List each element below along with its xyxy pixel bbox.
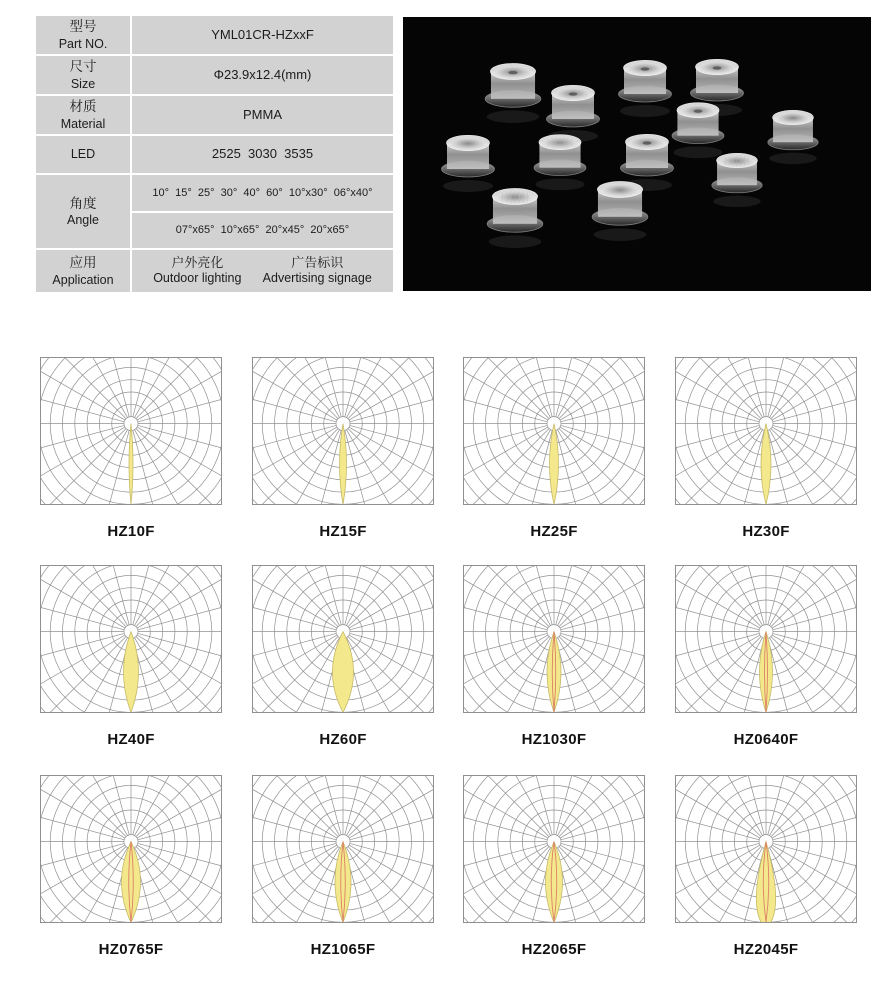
diagram-label-HZ30F: HZ30F: [742, 523, 790, 540]
polar-diagram-HZ60F: [252, 565, 434, 748]
row-value: [132, 96, 393, 134]
part-no-value: YML01CR-HZxxF: [211, 26, 314, 42]
label-zh: 应用: [69, 255, 97, 271]
beam-lobe: [124, 632, 139, 713]
angle-line-1: 10° 15° 25° 30° 40° 60° 10°x30° 06°x40°: [132, 175, 393, 211]
polar-diagram-HZ25F: [463, 357, 645, 540]
table-row-application: [36, 250, 393, 292]
beam-lobe: [760, 632, 773, 713]
diagram-label-HZ1030F: HZ1030F: [521, 731, 587, 748]
row-label: [36, 96, 130, 134]
led-lens: [672, 103, 724, 158]
application-en: Outdoor lighting: [153, 271, 242, 286]
beam-distribution-chart: [675, 565, 857, 713]
application-zh: 户外亮化: [171, 255, 224, 271]
row-label: [36, 56, 130, 94]
application-signage: [263, 255, 372, 287]
polar-diagram-HZ30F: [675, 357, 857, 540]
diagram-label-HZ60F: HZ60F: [319, 731, 367, 748]
led-value: 2525 3030 3535: [211, 146, 314, 162]
polar-diagram-HZ40F: [40, 565, 222, 748]
polar-diagram-HZ0640F: [675, 565, 857, 748]
polar-diagram-HZ2045F: [675, 775, 857, 958]
led-lens: [619, 60, 672, 117]
table-row-material: [36, 96, 393, 134]
beam-lobe: [546, 842, 563, 923]
row-label: [36, 16, 130, 54]
beam-distribution-chart: [252, 357, 434, 505]
label-en: Part NO.: [58, 36, 108, 51]
row-value: [132, 56, 393, 94]
polar-diagram-HZ1065F: [252, 775, 434, 958]
led-lens: [712, 153, 762, 207]
label-zh: 材质: [69, 99, 97, 115]
polar-diagram-HZ0765F: [40, 775, 222, 958]
label-zh: 型号: [69, 19, 97, 35]
led-lens: [487, 189, 543, 248]
angle-line-2: 07°x65° 10°x65° 20°x45° 20°x65°: [132, 213, 393, 249]
table-row-part-no: [36, 16, 393, 54]
material-value: PMMA: [243, 106, 282, 122]
beam-distribution-chart: [40, 775, 222, 923]
diagram-label-HZ25F: HZ25F: [530, 523, 578, 540]
label-en: Size: [70, 76, 96, 91]
beam-lobe: [335, 842, 351, 923]
size-value: Φ23.9x12.4(mm): [213, 66, 312, 82]
beam-lobe: [129, 424, 133, 505]
application-outdoor: [153, 255, 241, 287]
diagram-label-HZ15F: HZ15F: [319, 523, 367, 540]
led-lens: [768, 110, 818, 164]
polar-diagram-HZ1030F: [463, 565, 645, 748]
product-photo-lenses: [403, 17, 871, 291]
diagram-label-HZ0765F: HZ0765F: [98, 941, 164, 958]
beam-distribution-chart: [252, 565, 434, 713]
spec-table: [36, 16, 393, 292]
lens-photo-svg: [403, 17, 871, 291]
beam-distribution-chart: [463, 357, 645, 505]
row-value: [132, 136, 393, 173]
application-zh: 广告标识: [291, 255, 344, 271]
label-en: Application: [52, 272, 114, 287]
beam-distribution-chart: [463, 775, 645, 923]
row-value: [132, 16, 393, 54]
label-en: Angle: [67, 213, 99, 228]
table-row-size: [36, 56, 393, 94]
led-lens: [592, 182, 648, 241]
led-lens: [547, 85, 600, 142]
label-zh: 尺寸: [69, 59, 97, 75]
row-label: [36, 136, 130, 173]
beam-distribution-chart: [463, 565, 645, 713]
led-lens: [442, 135, 495, 192]
diagram-label-HZ10F: HZ10F: [107, 523, 155, 540]
polar-diagram-HZ10F: [40, 357, 222, 540]
label-en: Material: [60, 116, 106, 131]
label-zh: 角度: [69, 195, 97, 211]
beam-distribution-chart: [252, 775, 434, 923]
row-label: [36, 175, 130, 248]
led-lens: [485, 64, 541, 123]
polar-diagram-HZ15F: [252, 357, 434, 540]
beam-distribution-chart: [40, 357, 222, 505]
application-en: Advertising signage: [262, 271, 372, 286]
angle-values: [132, 175, 393, 248]
diagram-label-HZ40F: HZ40F: [107, 731, 155, 748]
label-led: LED: [70, 147, 96, 162]
led-lens: [534, 135, 586, 190]
diagram-label-HZ1065F: HZ1065F: [310, 941, 376, 958]
diagram-label-HZ0640F: HZ0640F: [733, 731, 799, 748]
table-row-led: [36, 136, 393, 173]
beam-distribution-chart: [675, 775, 857, 923]
beam-distribution-chart: [40, 565, 222, 713]
diagram-label-HZ2045F: HZ2045F: [733, 941, 799, 958]
diagram-label-HZ2065F: HZ2065F: [521, 941, 587, 958]
beam-distribution-chart: [675, 357, 857, 505]
application-values: [132, 250, 393, 292]
table-row-angle: [36, 175, 393, 248]
polar-diagram-HZ2065F: [463, 775, 645, 958]
row-label: [36, 250, 130, 292]
beam-lobe: [547, 632, 561, 713]
